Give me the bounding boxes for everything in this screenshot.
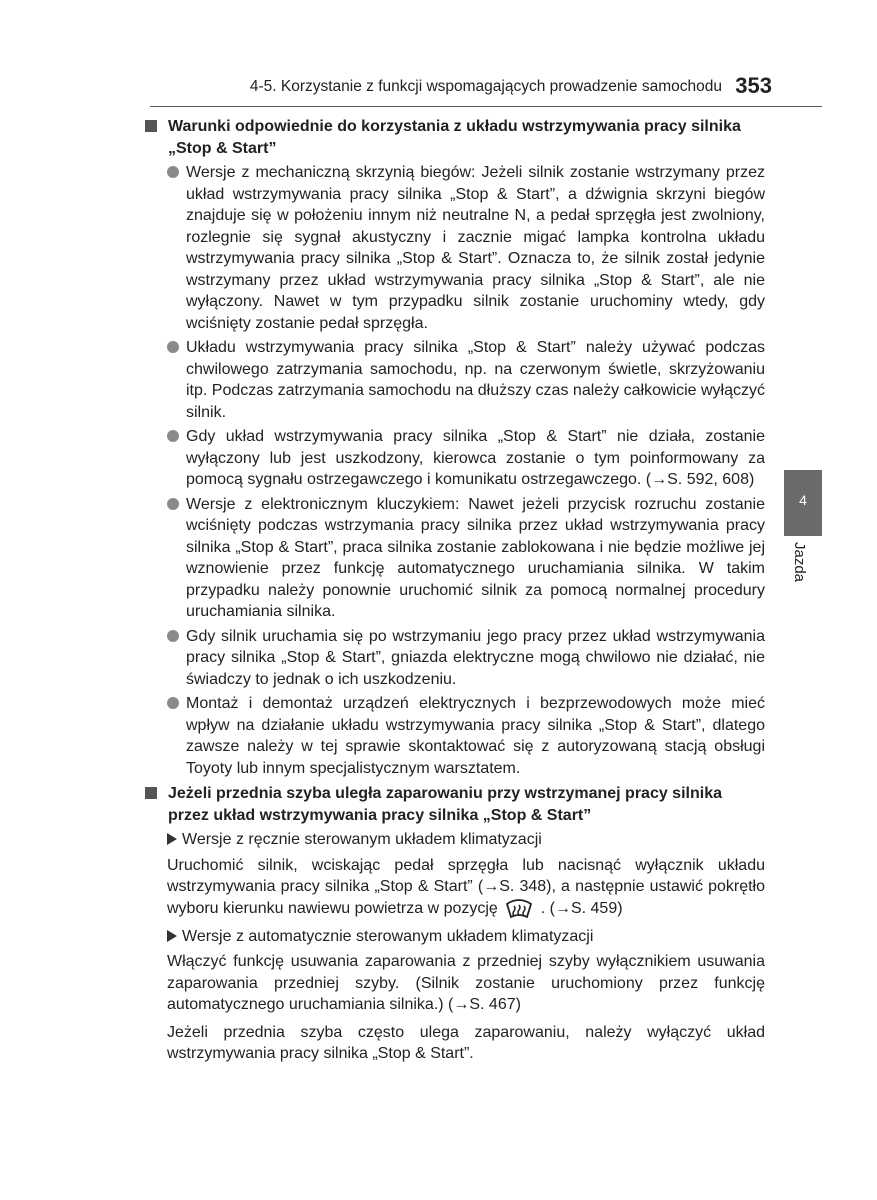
list-item xyxy=(167,162,765,334)
triangle-bullet-icon xyxy=(167,930,177,942)
list-item-text: Montaż i demontaż urządzeń elektrycznych i bezprzewodowych może mieć wpływ na działanie układu wstrzymywania pracy silnika „Stop & Start”, dlatego zawsze należy w tej sprawie skontaktować się z autoryzowaną stacją obsługi Toyoty lub innym specjalistycznym warsztatem. xyxy=(186,695,765,777)
section-heading xyxy=(145,116,765,159)
paragraph-text: Uruchomić silnik, wciskając pedał sprzęgła lub nacisnąć wyłącznik układu wstrzymywania pracy silnika „Stop & Start” (→S. 348), a następnie ustawić pokrętło wyboru kierunku nawiewu powietrza w pozycję xyxy=(167,856,765,917)
circle-bullet-icon xyxy=(167,697,179,709)
paragraph: Jeżeli przednia szyba często ulega zaparowaniu, należy wyłączyć układ wstrzymywania pracy silnika „Stop & Start”. xyxy=(167,1023,765,1062)
subsection-title-text: Wersje z ręcznie sterowanym układem klimatyzacji xyxy=(182,831,542,848)
section-heading-text: Jeżeli przednia szyba uległa zaparowaniu przy wstrzymanej pracy silnika przez układ wstrzymywania pracy silnika „Stop & Start” xyxy=(168,785,722,824)
square-bullet-icon xyxy=(145,120,157,132)
square-bullet-icon xyxy=(145,787,157,799)
subsection-title xyxy=(167,829,765,851)
page-header xyxy=(150,62,822,107)
windshield-defrost-icon xyxy=(504,898,534,920)
subsection-title-text: Wersje z automatycznie sterowanym układem klimatyzacji xyxy=(182,927,594,945)
list-item-text: Układu wstrzymywania pracy silnika „Stop & Start” należy używać podczas chwilowego zatrzymania samochodu, np. na czerwonym świetle, skrzyżowaniu itp. Podczas zatrzymania samochodu na dłuższy czas należy całkowicie wyłączyć silnik. xyxy=(186,339,765,421)
chapter-side-label-text: Jazda xyxy=(791,542,808,583)
chapter-title: 4-5. Korzystanie z funkcji wspomagających prowadzenie samochodu xyxy=(249,78,722,95)
list-item xyxy=(167,693,765,779)
circle-bullet-icon xyxy=(167,430,179,442)
chapter-tab xyxy=(784,470,822,536)
page-content xyxy=(145,116,765,1071)
list-item-text: Wersje z mechaniczną skrzynią biegów: Jeżeli silnik zostanie wstrzymany przez układ wstrzymywania pracy silnika „Stop & Start”, a dźwignia skrzyni biegów znajduje się w położeniu innym niż neutralne N, a pedał sprzęgła jest zwolniony, rozlegnie się sygnał akustyczny i zacznie migać lampka kontrolna układu wstrzymywania pracy silnika „Stop & Start”. Oznacza to, że silnik został jedynie wstrzymany przez układ wstrzymywania pracy silnika „Stop & Start”, ale nie wyłączony. Nawet w tym przypadku silnik zostanie uruchominy wtedy, gdy wciśnięty zostanie pedał sprzęgła. xyxy=(186,164,765,332)
section-heading xyxy=(145,783,765,826)
chapter-tab-number: 4 xyxy=(799,492,807,508)
list-item xyxy=(167,494,765,623)
list-item-text: Gdy silnik uruchamia się po wstrzymaniu jego pracy przez układ wstrzymywania pracy silnika „Stop & Start”, gniazda elektryczne mogą chwilowo nie działać, nie świadczy to jednak o ich uszkodzeniu. xyxy=(186,627,765,688)
circle-bullet-icon xyxy=(167,341,179,353)
circle-bullet-icon xyxy=(167,630,179,642)
paragraph-text: . (→S. 459) xyxy=(540,899,623,917)
subsection-title xyxy=(167,926,765,948)
chapter-side-label xyxy=(784,542,822,602)
section-heading-text: Warunki odpowiednie do korzystania z układu wstrzymywania pracy silnika „Stop & Start” xyxy=(168,118,741,157)
circle-bullet-icon xyxy=(167,498,179,510)
triangle-bullet-icon xyxy=(167,833,177,845)
list-item xyxy=(167,337,765,423)
paragraph: Włączyć funkcję usuwania zaparowania z przedniej szyby wyłącznikiem usuwania zaparowania przedniej szyby. (Silnik zostanie uruchomiony przez funkcję automatycznego uruchamiania silnika.) (→S. 467) xyxy=(167,953,765,1013)
list-item xyxy=(167,626,765,691)
circle-bullet-icon xyxy=(167,166,179,178)
list-item-text: Wersje z elektronicznym kluczykiem: Nawet jeżeli przycisk rozruchu zostanie wciśnięty podczas wstrzymania pracy silnika przez układ wstrzymywania pracy silnika „Stop & Start”, praca silnika zostanie zablokowana i nie będzie możliwe jej wznowienie przez funkcję automatycznego uruchamiania silnika. W takim przypadku należy ponownie uruchomić silnik za pomocą normalnej procedury uruchamiania silnika. xyxy=(186,495,765,620)
paragraph xyxy=(167,855,765,920)
list-item-text: Gdy układ wstrzymywania pracy silnika „Stop & Start” nie działa, zostanie wyłączony lub jest uszkodzony, kierowca zostanie o tym poinformowany za pomocą sygnału ostrzegawczego i komunikatu ostrzegawczego. (→S. 592, 608) xyxy=(186,428,765,488)
page-number: 353 xyxy=(735,73,772,98)
list-item xyxy=(167,426,765,491)
